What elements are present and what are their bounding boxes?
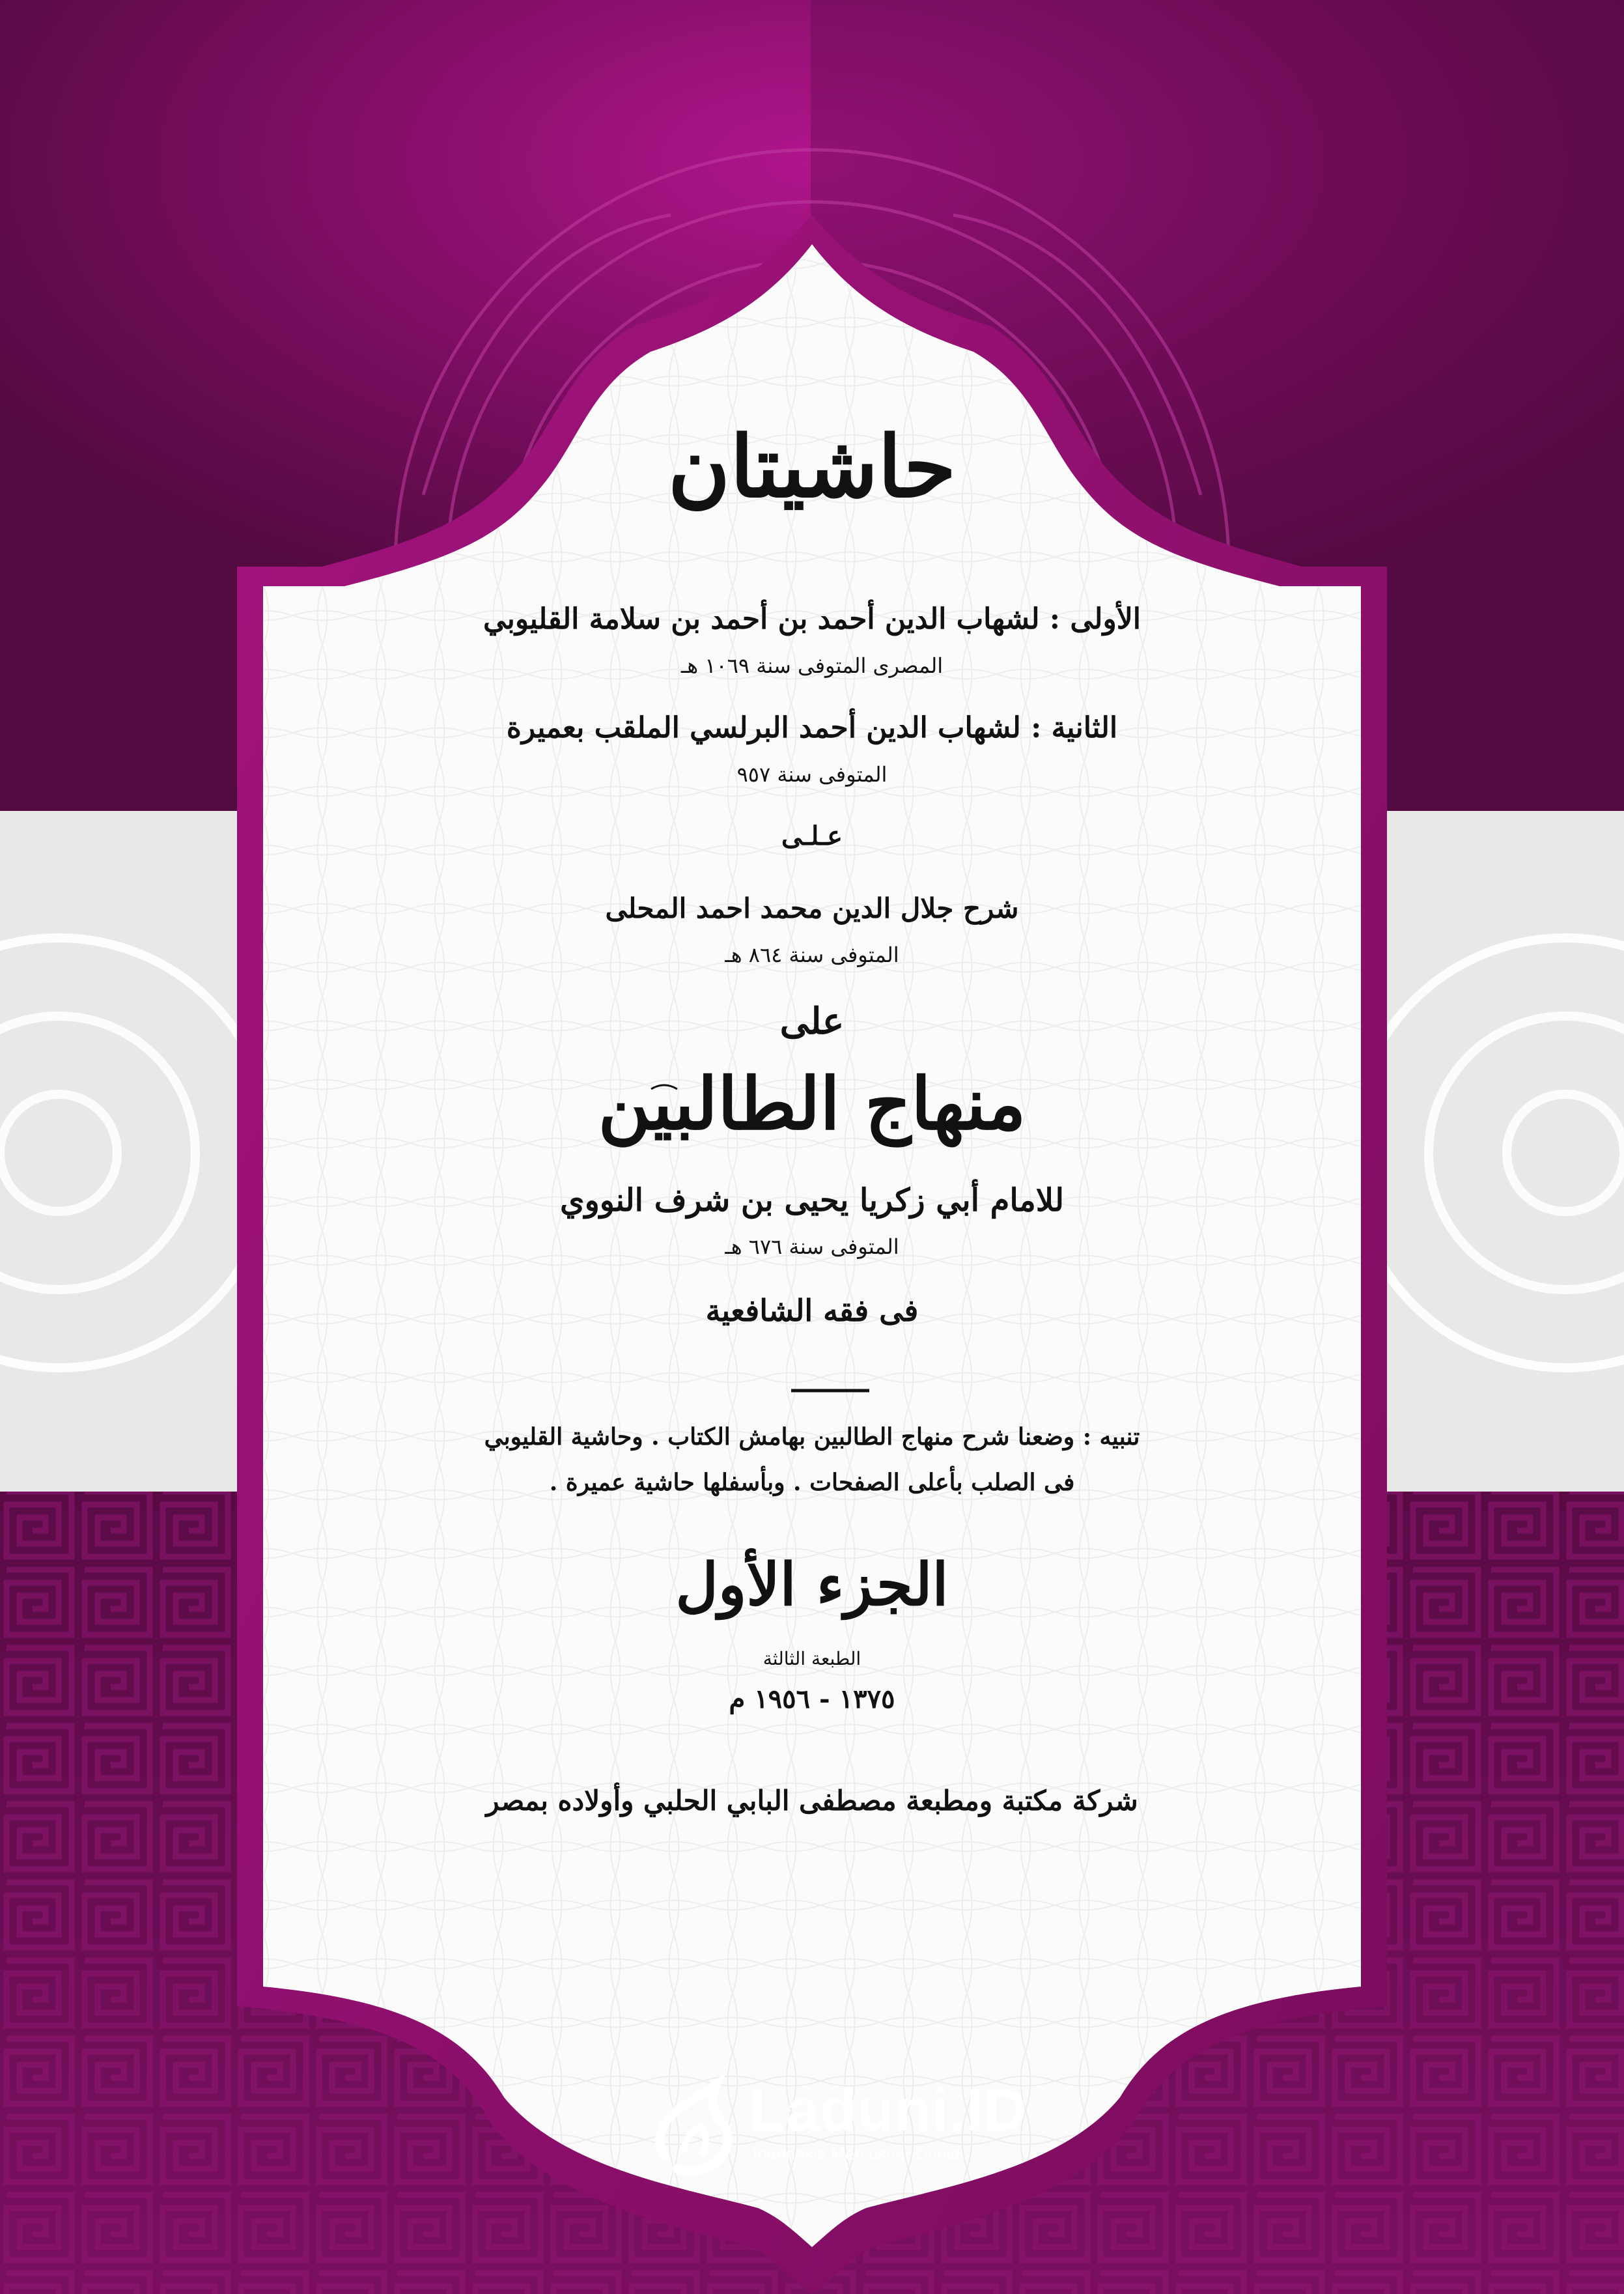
- note-line2: فى الصلب بأعلى الصفحات . وبأسفلها حاشية عميرة .: [549, 1469, 1075, 1496]
- laduni-logo: [638, 2065, 1042, 2188]
- laduni-emblem-icon: [638, 2071, 749, 2182]
- edition-label: الطبعة الثالثة: [763, 1648, 861, 1669]
- second-gloss-line2: المتوفى سنة ٩٥٧: [736, 762, 888, 787]
- first-gloss-line1: الأولى : لشهاب الدين أحمد بن أحمد بن سلامة القليوبي: [483, 602, 1141, 636]
- publisher-line: شركة مكتبة ومطبعة مصطفى البابي الحلبي وأولاده بمصر: [486, 1785, 1138, 1817]
- first-gloss-line2: المصرى المتوفى سنة ١٠٦٩ هـ: [680, 653, 944, 678]
- second-gloss-line1: الثانية : لشهاب الدين أحمد البرلسي الملقب بعميرة: [506, 711, 1118, 744]
- ala-connector-1: عـلـى: [781, 821, 843, 851]
- brand-name: Laduni.ID: [749, 2077, 1028, 2144]
- author-line1: للامام أبي زكريا يحيى بن شرف النووي: [560, 1182, 1064, 1219]
- edition-year: ١٣٧٥ - ١٩٥٦ م: [729, 1684, 895, 1714]
- sharh-line2: المتوفى سنة ٨٦٤ هـ: [725, 942, 899, 967]
- book-title: حاشيتان: [667, 417, 957, 517]
- main-work-title: منهاج الطالبين: [598, 1062, 1026, 1146]
- volume-title: الجزء الأول: [675, 1550, 949, 1619]
- sharh-line1: شرح جلال الدين محمد احمد المحلى: [605, 892, 1019, 924]
- brand-tagline: Indonesia Mercusuar Dunia: [753, 2144, 960, 2164]
- note-line1: تنبيه : وضعنا شرح منهاج الطالبين بهامش الكتاب . وحاشية القليوبي: [484, 1423, 1140, 1451]
- madhhab-line: فى فقه الشافعية: [705, 1293, 919, 1328]
- ala-connector-2: على: [779, 1000, 845, 1043]
- author-line2: المتوفى سنة ٦٧٦ هـ: [725, 1234, 899, 1259]
